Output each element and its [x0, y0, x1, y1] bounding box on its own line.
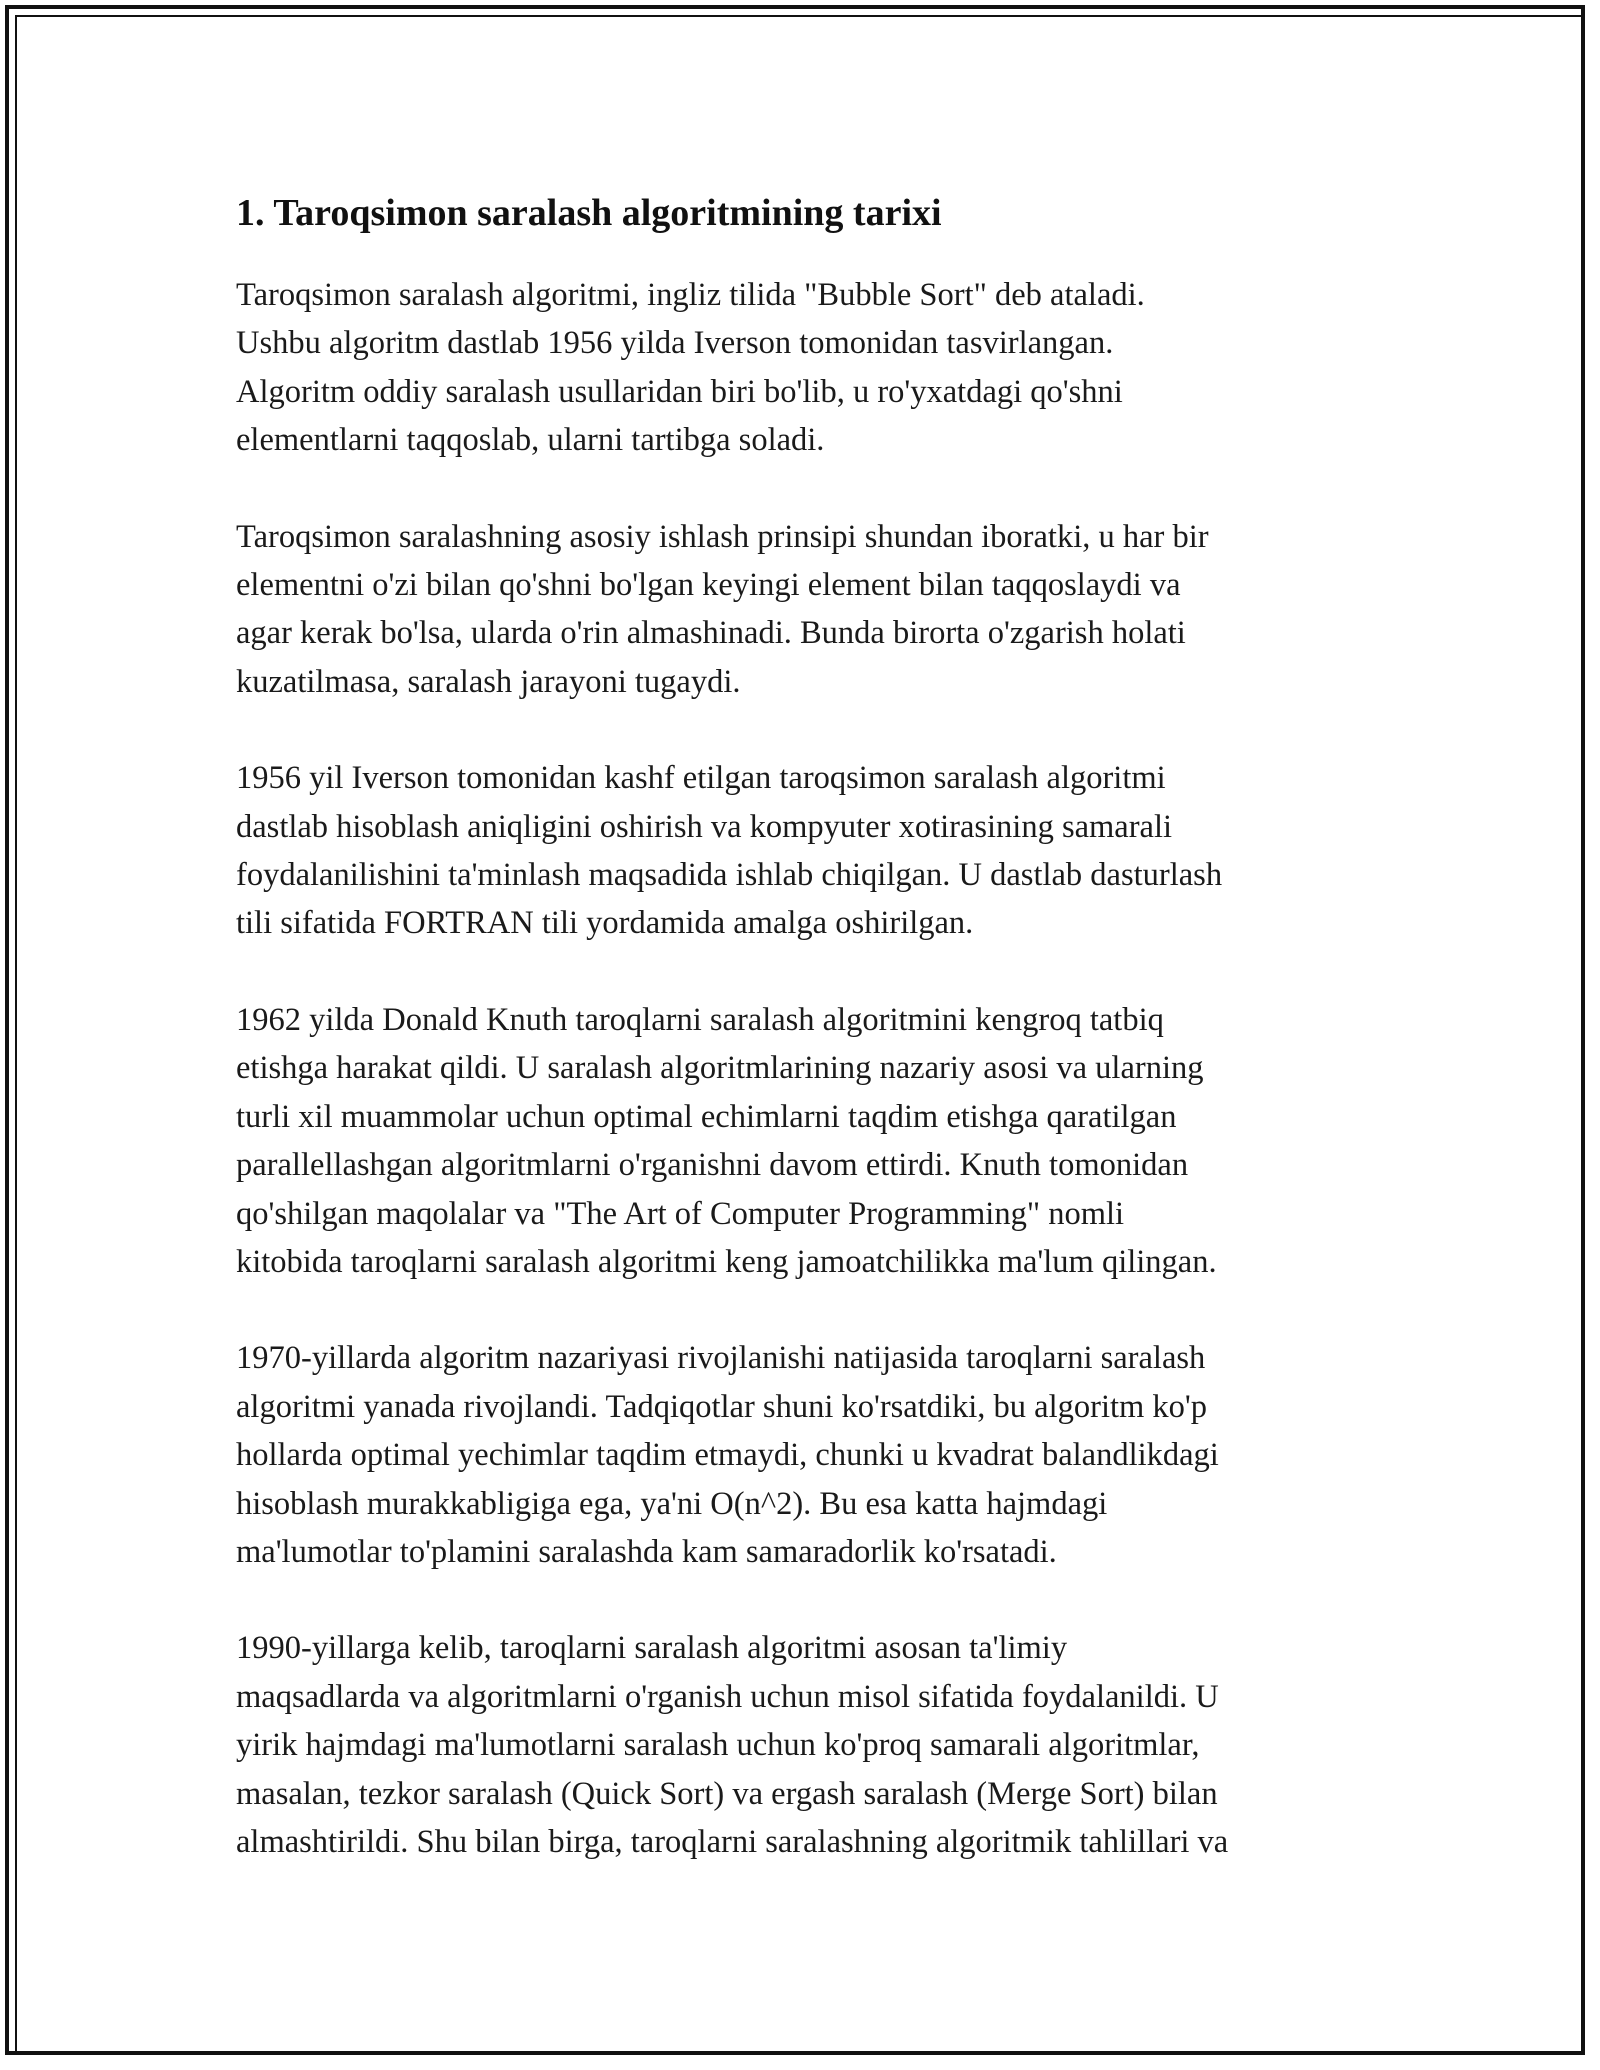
paragraph-1 — [236, 271, 1376, 465]
text-line: hisoblash murakkabligiga ega, ya'ni O(n^2). Bu esa katta hajmdagi — [236, 1485, 1108, 1522]
paragraph-2 — [236, 513, 1376, 707]
text-line: kuzatilmasa, saralash jarayoni tugaydi. — [236, 663, 741, 700]
text-line: masalan, tezkor saralash (Quick Sort) va ergash saralash (Merge Sort) bilan — [236, 1775, 1218, 1812]
paragraph-3 — [236, 754, 1376, 948]
paragraph-5 — [236, 1334, 1376, 1576]
text-line: yirik hajmdagi ma'lumotlarni saralash uchun ko'proq samarali algoritmlar, — [236, 1727, 1200, 1764]
text-line: hollarda optimal yechimlar taqdim etmaydi, chunki u kvadrat balandlikdagi — [236, 1437, 1219, 1474]
text-line: 1970-yillarda algoritm nazariyasi rivojlanishi natijasida taroqlarni saralash — [236, 1340, 1206, 1377]
text-line: algoritmi yanada rivojlandi. Tadqiqotlar shuni ko'rsatdiki, bu algoritm ko'p — [236, 1388, 1208, 1425]
paragraph-4 — [236, 996, 1376, 1286]
text-line: 1956 yil Iverson tomonidan kashf etilgan taroqsimon saralash algoritmi — [236, 760, 1166, 797]
text-line: almashtirildi. Shu bilan birga, taroqlarni saralashning algoritmik tahlillari va — [236, 1823, 1229, 1860]
text-line: maqsadlarda va algoritmlarni o'rganish uchun misol sifatida foydalanildi. U — [236, 1678, 1219, 1715]
document-body — [236, 185, 1376, 1914]
text-line: kitobida taroqlarni saralash algoritmi keng jamoatchilikka ma'lum qilingan. — [236, 1243, 1217, 1280]
text-line: qo'shilgan maqolalar va "The Art of Computer Programming" nomli — [236, 1195, 1125, 1232]
text-line: tili sifatida FORTRAN tili yordamida amalga oshirilgan. — [236, 905, 974, 942]
text-line: elementlarni taqqoslab, ularni tartibga soladi. — [236, 422, 825, 459]
text-line: parallellashgan algoritmlarni o'rganishni davom ettirdi. Knuth tomonidan — [236, 1147, 1189, 1184]
text-line: etishga harakat qildi. U saralash algoritmlarining nazariy asosi va ularning — [236, 1050, 1204, 1087]
text-line: Taroqsimon saralash algoritmi, ingliz tilida "Bubble Sort" deb ataladi. — [236, 277, 1145, 313]
text-line: elementni o'zi bilan qo'shni bo'lgan keyingi element bilan taqqoslaydi va — [236, 567, 1181, 604]
text-line: 1962 yilda Donald Knuth taroqlarni saralash algoritmini kengroq tatbiq — [236, 1001, 1164, 1038]
text-line: ma'lumotlar to'plamini saralashda kam samaradorlik ko'rsatadi. — [236, 1533, 1057, 1570]
section-heading: 1. Taroqsimon saralash algoritmining tarixi — [236, 192, 942, 234]
text-line: turli xil muammolar uchun optimal echimlarni taqdim etishga qaratilgan — [236, 1098, 1177, 1135]
paragraph-6 — [236, 1624, 1376, 1866]
text-line: dastlab hisoblash aniqligini oshirish va kompyuter xotirasining samarali — [236, 808, 1173, 845]
text-line: Algoritm oddiy saralash usullaridan biri bo'lib, u ro'yxatdagi qo'shni — [236, 373, 1123, 410]
text-line: foydalanilishini ta'minlash maqsadida ishlab chiqilgan. U dastlab dasturlash — [236, 857, 1223, 894]
text-line: Ushbu algoritm dastlab 1956 yilda Iverson tomonidan tasvirlangan. — [236, 325, 1114, 362]
text-line: 1990-yillarga kelib, taroqlarni saralash algoritmi asosan ta'limiy — [236, 1630, 1068, 1667]
text-line: agar kerak bo'lsa, ularda o'rin almashinadi. Bunda birorta o'zgarish holati — [236, 615, 1186, 652]
text-line: Taroqsimon saralashning asosiy ishlash prinsipi shundan iboratki, u har bir — [236, 518, 1209, 555]
